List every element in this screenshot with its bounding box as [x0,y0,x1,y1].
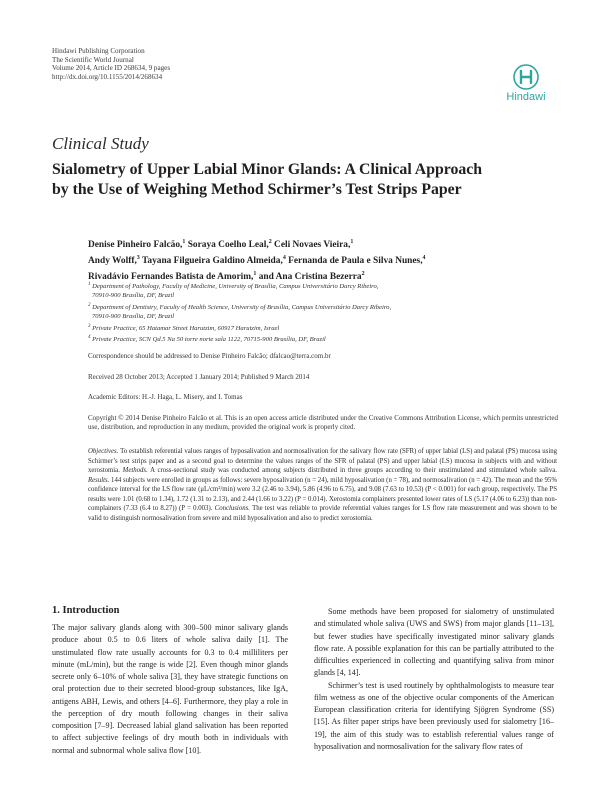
abstract-objectives-label: Objectives. [88,448,119,455]
author-list [88,236,558,284]
academic-editors: Academic Editors: H.-J. Haga, L. Misery, and I. Tomas [88,393,243,401]
author-affil-sup: 3 [136,255,140,262]
intro-paragraph: Schirmer’s test is used routinely by ophthalmologists to measure tear film wetness as one of the objective ocular components of the American European classification criteria for identifying Sjögren Syndrome (SS) [15]. As filter paper strips have been previously used for sialometry [16–19], the aim of this study was to establish referential values range of hyposalivation and normosalivation for the salivary flow rates of [314,680,554,751]
author-name: Tayana Filgueira Galdino Almeida, [141,256,283,267]
abstract-methods-label: Methods. [122,467,148,475]
affiliation [88,280,558,301]
abstract-objectives: To establish referential values ranges of hyposalivation and normosalivation for the salivary flow rate (SFR) of upper labial (LS) and palatal (PS) mucosa using Schirmer’s test strips paper and as a second goal to determine the values ranges of the SFR of palatal (PS) and upper labial (LS) mucosa in subjects with and without xerostomia. [88,448,557,475]
article-title [52,160,562,200]
correspondence: Correspondence should be addressed to Denise Pinheiro Falcão; dfalcao@terra.com.br [88,352,331,360]
affiliation-sup: 4 [88,335,91,341]
intro-left-column [52,622,288,757]
abstract [88,447,557,523]
author-affil-sup: 1 [253,271,257,278]
hindawi-logo-text: Hindawi [506,91,546,103]
intro-right-column [314,606,554,753]
author-name: Celi Novaes Vieira, [274,240,351,251]
affiliation [88,322,558,333]
hindawi-logo [498,64,554,108]
abstract-conclusions-label: Conclusions. [214,505,250,513]
copyright-notice: Copyright © 2014 Denise Pinheiro Falcão et al. This is an open access article distributed under the Creative Commons Attribution License, which permits unrestricted use, distribution, and reproduction in any medium, provided the original work is properly cited. [88,414,558,432]
abstract-conclusions: The test was reliable to provide referential values ranges for LS flow rate measurement and was shown to be valid to distinguish normosalivation from severe and mild hyposalivation and also to predict xerostomia. [88,505,557,522]
author-line [88,236,558,252]
hindawi-logo-icon [513,64,539,90]
intro-paragraph: Some methods have been proposed for sialometry of unstimulated and stimulated whole saliva (UWS and SWS) from major glands [11–13], but fewer studies have specifically investigated minor salivary glands flow rate. A possible explanation for this can be partially attributed to the difficulties experienced in collecting and quantifying saliva from minor glands [4, 14]. [314,607,554,678]
author-affil-sup: 1 [182,239,186,245]
affiliation-sup: 1 [88,282,91,287]
affiliation-sup: 2 [88,302,91,308]
title-line: Sialometry of Upper Labial Minor Glands: A Clinical Approach [52,161,483,178]
doi-link[interactable]: http://dx.doi.org/10.1155/2014/268634 [52,72,163,81]
publication-dates: Received 28 October 2013; Accepted 1 January 2014; Published 9 March 2014 [88,373,310,381]
journal-name: The Scientific World Journal [52,55,134,64]
title-line: by the Use of Weighing Method Schirmer’s Test Strips Paper [52,181,462,198]
author-name: Rivadávio Fernandes Batista de Amorim, [88,272,254,283]
affiliation-text: Private Practice, 65 Hatamar Street Harutzim, 60917 Harutzim, Israel [92,324,280,332]
affiliation-text: 70910-900 Brasília, DF, Brazil [92,292,175,300]
affiliation-text: Private Practice, SCN Qd.5 Na 50 torre norte sala 1122, 70715-900 Brasília, DF, Brazil [92,336,326,344]
section-heading-introduction: 1. Introduction [52,605,120,616]
affiliation-text: Department of Pathology, Faculty of Medicine, University of Brasília, Campus Universitário Darcy Ribeiro, [92,283,379,291]
journal-meta [52,47,170,81]
author-name: Soraya Coelho Leal, [187,240,269,251]
affiliation-list [88,280,558,345]
abstract-results-label: Results. [88,476,110,484]
author-name: and Ana Cristina Bezerra [258,272,362,283]
affiliation-sup: 3 [88,323,91,329]
author-affil-sup: 2 [361,271,365,278]
author-affil-sup: 4 [422,255,426,262]
volume-info: Volume 2014, Article ID 268634, 9 pages [52,64,171,73]
intro-paragraph: The major salivary glands along with 300–500 minor salivary glands produce about 0.5 to 0.6 liters of whole saliva daily [1]. The unstimulated flow rate usually accounts for 0.3 to 0.4 milliliters per minute (mL/min), but the range is wide [2]. Even though minor glands secrete only 6–10% of whole saliva [3], they have strategic functions on oral protection due to their secreted blood-group substances, like IgA, antigens ABH, Lewis, and others [4–6]. Furthermore, they play a role in the perception of dry mouth following changes in their saliva composition [7–9]. Decreased labial gland salivation has been reported to affect subjective feelings of dry mouth both in individuals with normal and subnormal whole saliva flow [10]. [52,623,288,755]
author-line [88,252,558,268]
affiliation [88,333,558,344]
author-name: Andy Wolff, [88,256,137,267]
author-affil-sup: 1 [350,239,354,245]
abstract-results: 144 subjects were enrolled in groups as follows: severe hyposalivation (n = 24), mild hyposalivation (n = 78), and normosalivation (n = 42). The mean and the 95% confidence interval for the LS flow rate (μL/cm²/min) were 3.2 (2.46 to 3.94), 5.86 (4.96 to 6.75), and 9.08 (7.63 to 10.53) (P < 0.001) for each group, respectively. The PS results were 1.01 (0.68 to 1.34), 1.72 (1.31 to 2.13), and 2.44 (1.66 to 3.22) (P = 0.014). Xerostomia complainers presented lower rates of LS (5.17 (4.06 to 6.23)) than non-complainers (7.33 (6.4 to 8.27)) (P = 0.003). [88,476,557,513]
abstract-methods: A cross-sectional study was conducted among subjects distributed in three groups according to their unstimulated and stimulated whole saliva. [147,467,557,475]
author-affil-sup: 2 [268,239,272,245]
study-type: Clinical Study [52,134,149,153]
affiliation-text: Department of Dentistry, Faculty of Health Science, University of Brasília, Campus Universitário Darcy Ribeiro, [92,303,392,311]
affiliation [88,301,558,322]
publisher-name: Hindawi Publishing Corporation [52,47,145,55]
author-name: Denise Pinheiro Falcão, [88,240,183,251]
author-name: Fernanda de Paula e Silva Nunes, [288,256,423,267]
author-affil-sup: 4 [282,255,286,262]
affiliation-text: 70910-900 Brasília, DF, Brazil [92,313,175,321]
